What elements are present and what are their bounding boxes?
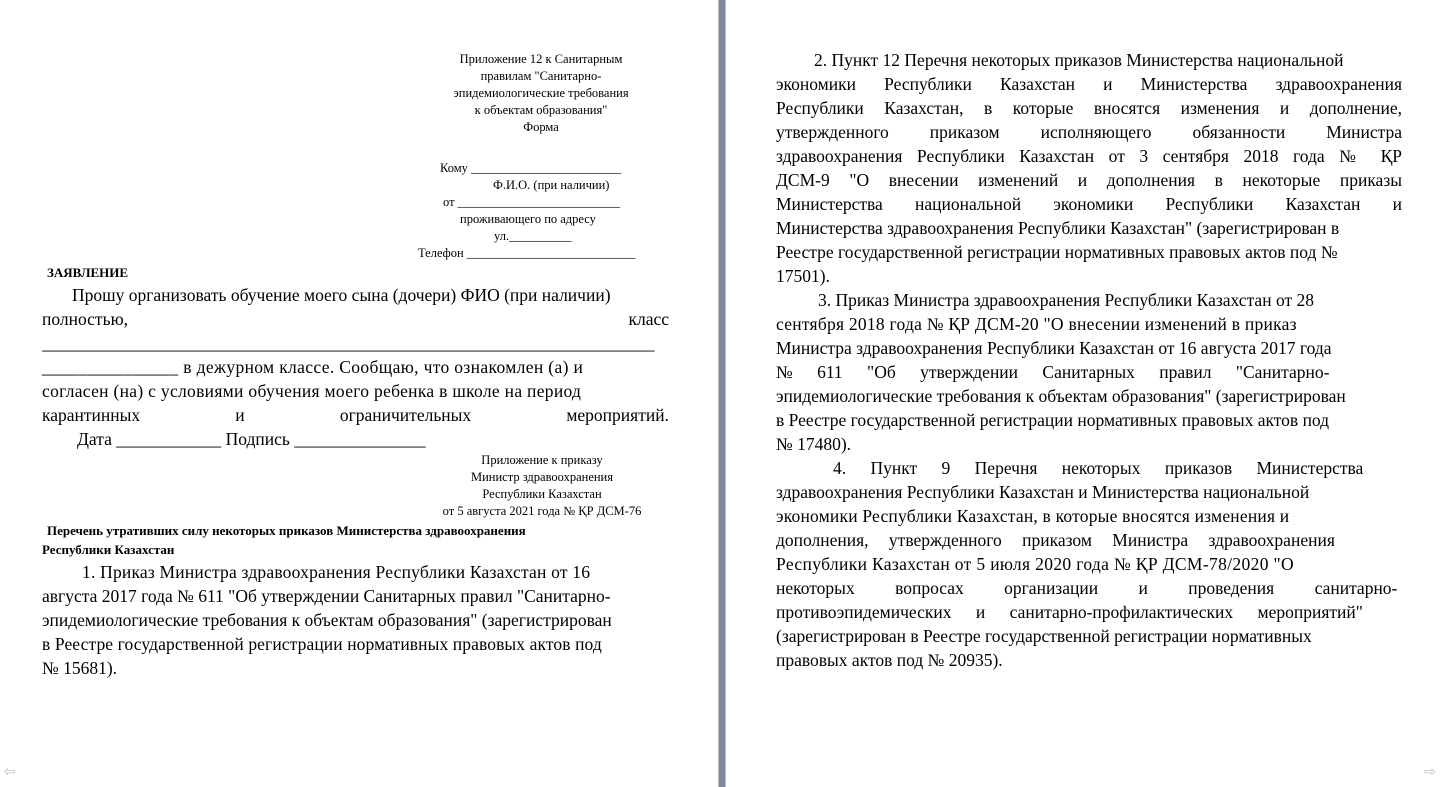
list-item-line: утвержденного приказом исполняющего обязанности Министра: [776, 122, 1402, 142]
order-appendix-line: Министр здравоохранения: [470, 470, 613, 484]
list-item-line: эпидемиологические требования к объектам образования" (зарегистрирован: [776, 386, 1346, 406]
list-item-line: правовых актов под № 20935).: [776, 650, 1003, 670]
to-hint: Ф.И.О. (при наличии): [493, 178, 610, 192]
statement-word: мероприятий.: [566, 405, 669, 425]
statement-line: Прошу организовать обучение моего сына (дочери) ФИО (при наличии): [72, 285, 611, 305]
list-item-line: Республики Казахстан от 5 июля 2020 года № ҚР ДСМ-78/2020 "О: [776, 554, 1295, 574]
document-page-left: [0, 0, 718, 787]
list-item-line: в Реестре государственной регистрации нормативных правовых актов под: [42, 634, 602, 654]
list-item-line: Министерства здравоохранения Республики Казахстан" (зарегистрирован в: [776, 218, 1340, 238]
list-item-4: [776, 456, 1402, 672]
statement-word: и: [235, 405, 245, 425]
list-item-line: 3. Приказ Министра здравоохранения Республики Казахстан от 28: [818, 290, 1314, 310]
appendix-header-line: Приложение 12 к Санитарным: [459, 52, 623, 66]
phone-field: Телефон ___________________________: [418, 246, 636, 260]
list-item-line: экономики Республики Казахстан, в которые вносятся изменения и: [776, 506, 1290, 526]
appendix-header-line: эпидемиологические требования: [453, 86, 629, 100]
order-appendix-line: Приложение к приказу: [481, 453, 603, 467]
list-item-line: экономики Республики Казахстан и Министерства здравоохранения: [776, 74, 1402, 94]
list-item-2: [776, 48, 1402, 288]
form-label: Форма: [523, 120, 559, 134]
list-item-line: (зарегистрирован в Реестре государственной регистрации нормативных: [776, 626, 1312, 646]
to-field: Кому ________________________: [440, 161, 622, 175]
document-page-right: [726, 0, 1446, 787]
list-item-line: Министерства национальной экономики Республики Казахстан и: [776, 194, 1402, 214]
list-item-3: [776, 288, 1402, 456]
appendix-header-line: к объектам образования": [474, 103, 608, 117]
list-item-line: Республики Казахстан, в которые вносятся изменения и дополнение,: [776, 98, 1402, 118]
list-item-line: 4. Пункт 9 Перечня некоторых приказов Министерства: [833, 458, 1364, 478]
street-field: ул.__________: [494, 229, 572, 243]
list-item-line: сентября 2018 года № ҚР ДСМ-20 "О внесении изменений в приказ: [776, 314, 1297, 334]
page-divider: [718, 0, 726, 787]
statement-line: [42, 307, 669, 331]
list-item-line: № 611 "Об утверждении Санитарных правил "Санитарно-: [776, 362, 1330, 382]
arrow-left-icon[interactable]: ⇦: [4, 764, 16, 780]
list-item-line: противоэпидемических и санитарно-профилактических мероприятий": [776, 602, 1363, 622]
statement-word: карантинных: [42, 405, 141, 425]
statement-title: ЗАЯВЛЕНИЕ: [47, 265, 129, 280]
list-item-line: Реестре государственной регистрации нормативных правовых актов под №: [776, 242, 1338, 262]
statement-word: полностью,: [42, 309, 129, 329]
appendix-header: [430, 51, 652, 136]
list-item-line: 1. Приказ Министра здравоохранения Республики Казахстан от 16: [82, 562, 591, 582]
statement-line: [42, 403, 669, 427]
from-field: от __________________________: [443, 195, 621, 209]
list-item-line: Министра здравоохранения Республики Казахстан от 16 августа 2017 года: [776, 338, 1332, 358]
list-item-line: 17501).: [776, 266, 830, 286]
arrow-right-icon[interactable]: ⇨: [1424, 764, 1436, 780]
order-appendix-line: Республики Казахстан: [482, 487, 602, 501]
list-item-line: 2. Пункт 12 Перечня некоторых приказов Министерства национальной: [814, 50, 1344, 70]
statement-word: ограничительных: [339, 405, 472, 425]
statement-body: [42, 283, 669, 451]
statement-line: _______________ в дежурном классе. Сообщаю, что ознакомлен (а) и: [42, 357, 584, 377]
appendix-header-line: правилам "Санитарно-: [480, 69, 602, 83]
list-item-line: дополнения, утвержденного приказом Министра здравоохранения: [776, 530, 1335, 550]
list-item-line: эпидемиологические требования к объектам образования" (зарегистрирован: [42, 610, 612, 630]
list-title: Перечень утративших силу некоторых приказов Министерства здравоохранения: [47, 523, 526, 538]
list-item-line: здравоохранения Республики Казахстан и Министерства национальной: [776, 482, 1310, 502]
date-signature-line: Дата ____________ Подпись _______________: [77, 429, 426, 449]
list-item-line: № 15681).: [42, 658, 118, 678]
statement-line: ______________________________________________________________________: [42, 333, 655, 353]
list-item-line: августа 2017 года № 611 "Об утверждении Санитарных правил "Санитарно-: [42, 586, 611, 606]
list-item-line: в Реестре государственной регистрации нормативных правовых актов под: [776, 410, 1330, 430]
list-item-line: некоторых вопросах организации и проведения санитарно-: [776, 578, 1398, 598]
from-hint: проживающего по адресу: [460, 212, 596, 226]
list-item-1: [42, 560, 669, 680]
statement-line: согласен (на) с условиями обучения моего ребенка в школе на период: [42, 381, 582, 401]
list-item-line: здравоохранения Республики Казахстан от 3 сентября 2018 года № ҚР: [776, 146, 1402, 166]
list-item-line: ДСМ-9 "О внесении изменений и дополнения в некоторые приказы: [776, 170, 1402, 190]
order-appendix-line: от 5 августа 2021 года № ҚР ДСМ-76: [442, 504, 642, 518]
list-title: Республики Казахстан: [42, 542, 175, 557]
order-appendix-header: [420, 452, 664, 520]
statement-word: класс: [628, 309, 669, 329]
list-item-line: № 17480).: [776, 434, 852, 454]
